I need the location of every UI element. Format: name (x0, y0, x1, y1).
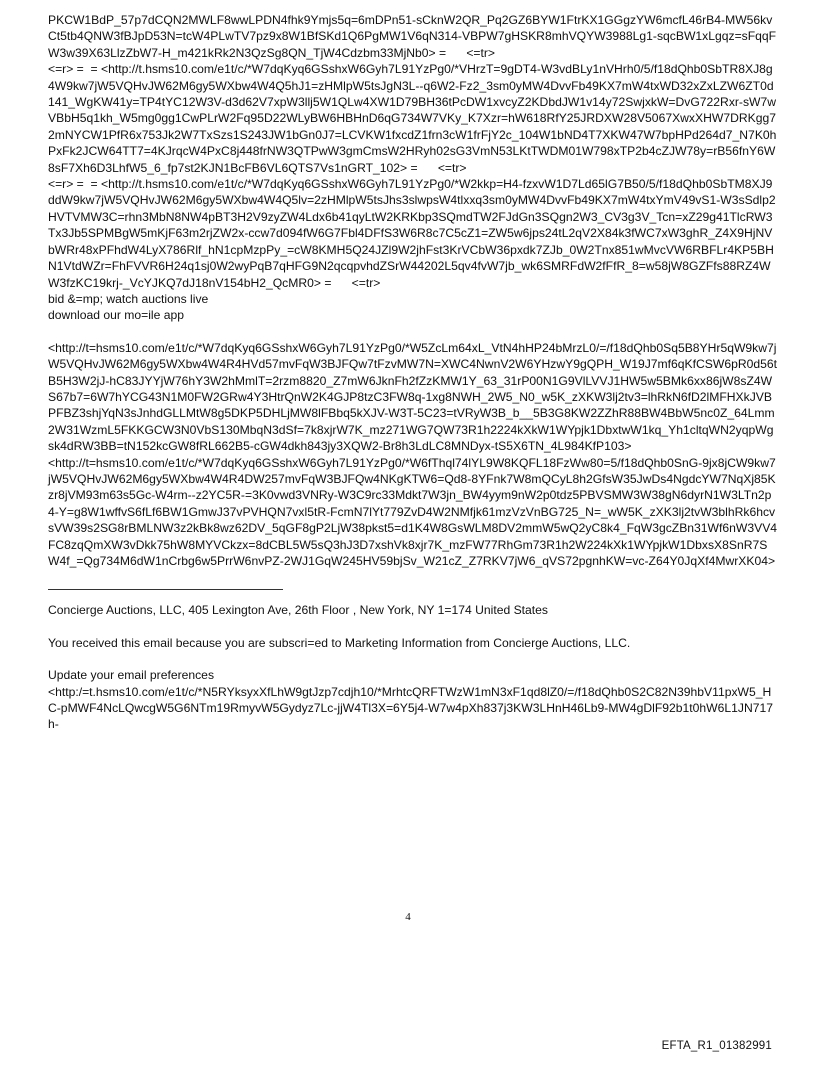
email-preferences-label: Update your email preferences (48, 668, 215, 683)
subscription-notice: You received this email because you are subscri=ed to Marketing Information from Concierge Auctions, LLC. (48, 635, 631, 650)
tracking-links-block-2: <http://t=hsms10.com/e1t/c/*W7dqKyq6GSshxW6Gyh7L91YzPg0/*W5ZcLm64xL_VtN4hHP24bMrzL0/=/f18dQhb0Sq5B8YHr5qW9kw7jW5VQHvJW62M6gy5WXbw4W4R4HVd57mvFqW3BJFQw7tFzvMW7N=XWC4NwnV2W6YHzwY9gQPH_W19J7mf6qKfCSW6pR0d56tB5H3W2jJ-hC83JYYjW76hY3W2hMmlT=2rzm8820_Z7mW6JknFh2fZzKMW1Y_63_31rP00N1G9VlLVVJ1HW5w5BMk6xx86jW8sZ4WS67b7=6W7hYCG43N1M0FW2GRw4Y3HtrQnW2K4GJP8tzC3FW8q-1xg8NWH_2W5_N0_w5K_zXKW3lj2tv3=lhRkN6fD2lMFHXkJVBPFBZ3shjYqN3sJnhdGLLMtW8g5DKP5DHLjMW8lFBbq5kXJV-W3T-5C23=tVRyW3B_b__5B3G8KW2ZZhR88BW4BbW5nc0Z_64Lmm2W31WzmL5FKKGCW3N0VbS130MbqN3dSf=7k8xjrW7K_mz271WG7QW73R1h2224kXkW1WYpjk1DbxtwW1kq_Yh1cltqWN2yqpWgsk4dRW3BB=tN152kcGW8fRL662B5-cGW4dkh843jy3XQW2-Br8h3LdLC8MNDyx-tS5X6TN_4L984KfP103> <http://t=hsms10.com/e1t/c/*W7dqKyq6GSshxW6Gyh7L91YzPg0/*W6fThql74lYL9W8KQFL18FzWw80=5/f18dQhb0SnG-9jx8jCW9kw7jW5VQHvJW62M6gy5WXbw4W4R4DW257mvFqW3BJFQw4NKgKTW6=Qd8-8YFnk7W8mQCyL8h2GfsW35JwDs4NgdcYW7NqXj85Kzr8jVM93m63s5Gc-W4rm--z2YC5R-=3K0vwd3VNRy-W3C9rc33Mdkt7W3jn_BW4yym9nW2p0tdz5PBVSMW3W38gN6dyrN1W3LTn2p4-Y=g8W1wffvS6fLf6BW1GmwJ37vPVHQN7vxl5tR-FcmN7lYt779ZvD4W2NMfjk61mzVzVnBG725_N=_wW5K_zXK3lj2tvW3blhRk6hcvsVW39s2SG8rBMLNW3z2kBk8wz62DV_5qGF8gP2LjW38pkst5=d1K4W8GsWLM8DV2mmW5wQ2yC8k4_FqW3gcZBn31Wf6nW3VV4FC8zqQmXW3vDkk75hW8MYVCkzx=8dCBL5W5sQ3hJ3D7xshVk8xjr7K_mzFW77RhGm73R1h2W224kXk1WYpjkW1DbxsX8SnR7SW4f_=Qg734M6dW1nCrbg6w5PrrW6nvPZ-2WJ1GqW245HV59bjSv_W21cZ_Z7RKV7jW6_qVS72pgnhKW=vc-Z64Y0JqXf4MwrXK04> (48, 340, 778, 568)
document-id: EFTA_R1_01382991 (661, 1040, 772, 1052)
footer-divider (48, 589, 283, 590)
email-body (48, 12, 778, 733)
tracking-links-block-1: PKCW1BdP_57p7dCQN2MWLF8wwLPDN4fhk9Ymjs5q=6mDPn51-sCknW2QR_Pq2GZ6BYW1FtrKX1GGgzYW6mcfL46rB4-MW56kvCt5tb4QNW3fBJpD53N=tcW4PLwTV7pz9x8W1BfSKd1Q6PgMW1V6qN314-VBPW7gHSKR8mhVQYW3988Lg1-sqcBW1xLgqz=sFqqFW3w39X63LlzZbW7-H_m421kRk2N3QzSg8QN_TjW4Cdzbm33MjNb0> = <=tr> <=r> = = <http://t.hsms10.com/e1t/c/*W7dqKyq6GSshxW6Gyh7L91YzPg0/*VHrzT=9gDT4-W3vdBLy1nVHrh0/5/f18dQhb0SbTR8XJ8g4W9kw7jW5VQHvJW62M6gy5WXbw4W4Q5hJ1=zHMlpW5tsJgN3L--q6W2-Fz2_3sm0yMW4DvvFb49KX7mW4txWD32xZxLZW6ZT0d141_WgKW41y=TP4tYC12W3V-d3d62V7xpW3llj5W1QLw4XW1D79BH36tPcDW1xvcyZ2KDbdJW1v14y72SwjxkW=DvG722Rxr-sW7wVBbH5q1kh_W5mg0gg1CwPLrW2Fq95D22WLyBW6HBHnD6qG734W7VKy_K7Xzr=hW618RfY25JRDXW28V5067XwxXHW7DRKgg72mNYCW1PfR6x753Jk2W7TxSzs1S243JW1bGn0J7=LCVKW1fxcdZ1frn3cW1frFjY2c_104W1bND4T7XKW47W7bpHPd264d7_N7K0hPxFk2JCW64TT7=4KJrqcW4PxC8j448frNW3QTPwW3gmCmsW2HRyh02sG3VmN53LKtTWDM01W798xTP2b4cZJW78y=rB56fnY6W8sF7Xh6D3LhfW5_6_fp7st2KJN1BcFB6VL6QTS7Vs1nGRT_102> = <=tr> <=r> = = <http://t.hsms10.com/e1t/c/*W7dqKyq6GSshxW6Gyh7L91YzPg0/*W2kkp=H4-fzxvW1D7Ld65lG7B50/5/f18dQhb0SbTM8XJ9ddW9kw7jW5VQHvJW62M6gy5WXbw4W4Q5lv=2zHMlpW5tsJhs3slwpsW4tlxxq3sm0yMW4DvvFb49KX7mW4txYmV49vS1-W3sSdlp2HVTVMW3C=rhn3MbN8NW4pBT3H2V9zyZW4Ldx6b41qyLtW2KRKbp3SQmdTW2FJdGn3SQgn2W3_CV3g3V_Tcn=xZ29g41TlcRW3Tx3Jb5SPMBgW5mKjF63m2rjZW2x-ccw7d094fW6G7Fbl4DFfS3W6R8c7C5cZ1=ZW5w6jps24tL2qV2X84k3fWC7xW3ghR_Z4X9HjNVbWRr48xPFhdW4LyX786Rlf_hN1cpMzpPy_=cW8KMH5Q24JZl9W2jhFst3KrVCbW36pxdk7ZJb_0W2Tnx851wMvcVW6RBFLr4KP5BHN1VtdWZr=FhFVVR6H24q1sj0W2wyPqB7qHFG9N2qcqpvhdZSrW44202L5qv4fvW7jb_wk6SMRFdW2fFfR_8=w58jW8GZFfs88RZ4WW3fzKC19krj-_VcYJKQ7dJ18nV154bH2_QcMR0> = <=tr> bid &=mp; watch auctions live download our mo=ile app (48, 13, 777, 323)
company-address: Concierge Auctions, LLC, 405 Lexington Ave, 26th Floor , New York, NY 1=174 United States (48, 603, 548, 618)
email-preferences-link[interactable]: <http:/=t.hsms10.com/e1t/c/*N5RYksyxXfLhW9gtJzp7cdjh10/*MrhtcQRFTWzW1mN3xF1qd8lZ0/=/f18dQhb0S2C82N39hbV11pxW5_HC-pMWF4NcLQwcgW5G6NTm19RmyvW5Gydyz7Lc-jjW4Tl3X=6Y5j4-W7w4pXh837j3KW3LHnH46Lb9-MW4gDlF92b1t0hW6L1JN717h- (48, 684, 773, 732)
page-number: 4 (405, 911, 411, 923)
